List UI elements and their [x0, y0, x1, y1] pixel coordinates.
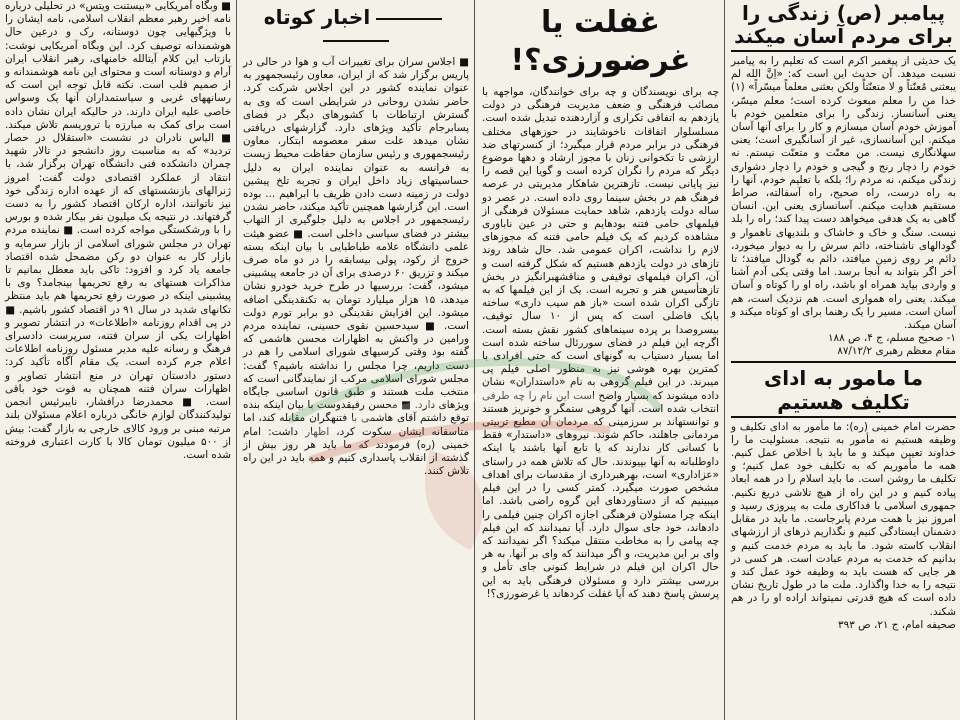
news-briefs-body: ■ وبگاه آمریکایی «بیستنت ویتس» در تحلیلی درباره نامه اخیر رهبر معظم انقلاب اسلامی، نامه ایشان را با ویژگیهایی چون دوستانه، رک و درعین حال هوشمندانه توصیف کرد. این وبگاه آمریکایی نوشت: بازتاب این کلام آیتالله خامنهای، رهبر انقلاب ایران آرام و دوستانه است و محتوای این نامه هوشمندانه و از صمیم قلب است. نکته قابل توجه این است که رسانههای غربی و سیاستمداران آنها یک وسواس خاصی علیه ایران دارند. در حالیکه ایران نشان داده است برای کمک به مبارزه با تروریسم تلاش میکند. ■ الیاس نادران در نشست «استقلال در حصار تردید» که به مناسبت روز دانشجو در تالار شهید چمران دانشکده فنی دانشگاه تهران برگزار شد، با انتقاد از عملکرد اقتصادی دولت گفت: امروز ژنرالهای بازنشستهای که از عهده اداره زندگی خود نیز ناتوانند، اداره ارکان اقتصاد کشور را به دست گرفتهاند. در نتیجه یک میلیون نفر بیکار شده و بورس را با ورشکستگی مواجه کرده است. ■ نماینده مردم تهران در مجلس شورای اسلامی از بازار سرمایه و بازار کار به عنوان دو رکن مضمحل شده اقتصاد جامعه یاد کرد و افزود: تاکی باید معطل بمانیم تا مذاکرات هستهای به رفع تحریمها بینجامد؟ وی با پیشبینی اینکه در صورت رفع تحریمها هم باید منتظر تکانهای شدید در سال ۹۱ در اقتصاد کشور باشیم. ■ در پی اقدام روزنامه «اطلاعات» در انتشار تصویر و اظهارات یکی از سران فتنه، سرپرست دادسرای فرهنگ و رسانه علیه مدیر مسئول روزنامه اطلاعات اعلام جرم کرده است. یک مقام آگاه تأکید کرد: دستور دادستان تهران در منع انتشار تصاویر و اظهارات سران فتنه همچنان به قوت خود باقی است. ■ محمدرضا درافشار، نایبرئیس انجمن تولیدکنندگان لوازم خانگی درباره اعلام مسئولان بلند مرتبه مبنی بر ورود کالای خارجی به بازار گفت: بیش از ۵۰۰ میلیون تومان کالا با کارت اعتباری فروخته شده است. — [5, 0, 232, 461]
title-underline — [731, 416, 956, 418]
column-divider — [724, 0, 725, 720]
title-underline — [731, 50, 956, 52]
column-divider — [474, 0, 475, 720]
column-editorial — [479, 0, 722, 720]
column-hadith — [729, 0, 958, 720]
title-bar — [376, 18, 442, 20]
short-news-title-text: اخبار کوتاه — [263, 5, 371, 29]
article-title-duty: ما مامور به ادای تکلیف هستیم — [763, 365, 924, 414]
column-divider — [236, 0, 237, 720]
article-title-hadith: پیامبر (ص) زندگی را برای مردم آسان میکند — [734, 1, 953, 48]
title-bar — [323, 40, 389, 42]
article-reference-duty: صحیفه امام، ج ۲۱، ص ۳۹۳ — [838, 618, 956, 631]
short-news-body: ■ اجلاس سران برای تغییرات آب و هوا در حالی در پاریس برگزار شد که از ایران، معاون رئیسجمهور به عنوان نماینده کشور در این اجلاس شرکت کرد. حاضر نشدن روحانی در شرایطی است که وی به گسترش ارتباطات با کشورهای دیگر در فضای پسابرجام تأکید ویژهای دارد. گزارشهای دریافتی نشان میدهد علت سفر معصومه ابتکار، معاون رئیسجمهوری و رئیس سازمان حفاظت محیط زیست به فرانسه به عنوان نماینده ایران به دلیل حساسیتهای زیاد داخل ایران و تجربه تلخ پیشین دولت در زمینه دست دادن ظریف با ابراهیم ... بوده است. این گزارشها همچنین تأکید میکند، حاضر نشدن رئیسجمهور در اجلاس به دلیل جلوگیری از التهاب بیشتر در فضای سیاسی داخلی است. ■ عضو هیئت علمی دانشگاه علامه طباطبایی با بیان اینکه بسته خروج از رکود، پولی بیسابقه را در دو ماه صرف میکند و تزریق ۶۰ درصدی برای آن در جامعه پیشبینی میشود، گفت: بررسیها در طرح خرید خودرو نشان میدهد، ۱۵ هزار میلیارد تومان به تکنقدینگی اضافه میشود. این افزایش نقدینگی دو برابر تورم دولت است. ■ سیدحسین نقوی حسینی، نماینده مردم ورامین در واکنش به اظهارات محسن هاشمی که گفته بود وقتی کرسیهای شورای اسلامی را هم در دست داریم، چرا مجلس را نداشته باشیم؟ گفت: مجلس شورای اسلامی مرکب از نمایندگانی است که منتخب ملت هستند و طبق قانون اساسی جایگاه ویژهای دارد. ■ محسن رفیقدوست با بیان اینکه بنده توقع داشتم آقای هاشمی با فتنهگران مقابله کند، اما متاسفانه ایشان سکوت کرد، اظهار داشت: امام خمینی (ره) فرمودند که ما باید هر روز بیش از گذشته از انقلاب پاسداری کنیم و همه باید در این راه تلاش کنند. — [243, 56, 469, 478]
editorial-body: چه برای نویسندگان و چه برای خوانندگان، مواجهه با مصائب فرهنگی و ضعف مدیریت فرهنگی در دولت یازدهم به اتفاقی تکراری و آزاردهنده تبدیل شده است. مسلسلوار اتفاقات ناخوشایند در حوزههای مختلف فرهنگی در برابر مردم قرار میگیرد؛ از کنسرتهای ضد ارزشی تا تکخوانی زنان با مجوز ارشاد و دهها موضوع دیگر که مردم را نگران کرده است و گویا این قصه را نیز پایانی نیست. تازهترین شاهکار مدیریتی در عرصه فرهنگ هم در بخش سینما روی داده است. در عصر دو ساله دولت یازدهم، شاهد حمایت مسئولان فرهنگی از فیلمهای حامی فتنه بودهایم و حتی در عین ناباوری مشاهده کردیم که یک فیلم حامی فتنه که مجوزهای لازم را نداشت، اکران عمومی شد. حال شاهد روند تازهای در دولت یازدهم هستیم که شکل گرفته است و آن، اکران فیلمهای توقیفی و مناقشهبرانگیز در بخش تازهتأسیس هنر و تجربه است. یک از این فیلمها که به تازگی اکران شده است «باز هم سیب داری» ساخته بابک فاضلی است که پس از ۱۰ سال توقیف، بیسروصدا بر پرده سینماهای کشور نقش بسته است. اگرچه این فیلم در فضای سوررئال ساخته شده است اما بسیار دستیاب به گونهای است که حتی افرادی با کمترین بهره هوشی نیز به منظور اصلی فیلم پی میبرند. در این فیلم گروهی به نام «داستداران» نشان داده میشوند که بسیار واضح است این نام را چه طرفی انتخاب شده است. آنها گروهی ستمگر و خونریز هستند و توانستهاند بر سرزمینی که مردمان آن مطیع تربیتی مردمانی جاهلند، حاکم شوند. نیروهای «داستدار» فقط با کسانی کار ندارند که یا تابع آنها باشند یا اینکه داوطلبانه به آنها بپیوندند. حال که تلاش همه در راستای «عزاداری» است، بهرهبرداری از مقدسات برای اهداف مشخص صورت میگیرد. کمتر کسی را در این فیلم میبینیم که از دستاوردهای این گروه راضی باشد. اما اینکه چرا مسئولان فرهنگی اجازه اکران چنین فیلمی را دادهاند، خود جای سوال دارد. آیا نمیدانند که این فیلم چه پیامی را به مخاطب منتقل میکند؟ اگر نمیدانند که وای بر این مدیریت، و اگر میدانند که وای بر آنها. به هر حال اکران این فیلم در شرایط کنونی جای تأمل و بررسی بیشتر دارد و مسئولان فرهنگی باید به این پرسش پاسخ دهند که آیا غفلت کردهاند یا غرضورزی؟! — [482, 86, 720, 600]
section-divider — [731, 361, 956, 363]
column-short-news — [240, 0, 472, 720]
column-news-briefs — [2, 0, 234, 720]
short-news-title — [243, 6, 469, 50]
article-reference: ۱- صحیح مسلم، ج ۴، ص ۱۸۸ — [827, 332, 956, 345]
article-body-hadith: یک حدیثی از پیغمبر اکرم است که تعلیم را به پیامبر نسبت میدهد. آن حدیث این است که: «اِنَّ الله لم یبعثنی مُعنّتاً و لا متعنّتاً ولکن بعثنی معلماً میسّراً» (۱) خدا من را معلم مبعوث کرده است؛ معلم میسّر، یعنی آسانساز. زندگی را برای متعلمین خودم با آموزش خودم آسان میسازم و کار را برای آنها آسان میکنم. این آسانسازی، غیر از آسانگیری است؛ یعنی سهلانگاری نیست. من معنّت و متعنّت نیستم. نه خودم را دچار رنج و گیجی و خودم را دچار دشواری زندگی میکنم، نه مردم را؛ بلکه با تعلیم خودم، آنها را به راه درست، راه صحیح، راه آسفالته، صراط مستقیم هدایت میکنم. آسانسازی یعنی این. انسان گاهی به یک هدفی میخواهد دست پیدا کند؛ راه را بلد نیست. سنگ و خاک و خاشاک و بلندیهای ناهموار و گودالهای ناشناخته، دائم سرش را به دیوار میخورد، دائم بر روی زمین میافتد، دائم به گودال میافتد؛ تا آخر اگر بتواند به آنجا برسد. اما وقتی یکی آدم آشنا و واردی بیاید همراه او باشد، راه او را کوتاه و آسان میکند. یعنی راه همواری است. هم نزدیک است، هم آسان است. مسیر را یک رهنما برای او کوتاه میکند و آسان میکند. — [731, 55, 956, 332]
editorial-title: غفلت یا غرضورزی؟! — [510, 5, 691, 78]
article-date: مقام معظم رهبری ۸۷/۱۲/۲ — [837, 345, 956, 358]
article-body-duty: حضرت امام خمینی (ره): ما مأمور به ادای تکلیف و وظیفه هستیم نه مأمور به نتیجه. مسئولیت ما را خداوند تعیین میکند و ما باید با اخلاص عمل کنیم. همه ما مأموریم که به تکلیف خود عمل کنیم؛ و تکلیف ما روشن است. ما باید اسلام را در همه ابعاد پیاده کنیم و در این راه از هیچ تلاشی دریغ نکنیم. جمهوری اسلامی با فداکاری ملت به پیروزی رسید و امروز نیز با همت مردم پابرجاست. ما باید در مقابل دشمنان ایستادگی کنیم و نگذاریم ذرهای از ارزشهای انقلاب کاسته شود. ما باید به مردم خدمت کنیم و بدانیم که خدمت به مردم عبادت است. هر کسی در هر جایی که هست باید به وظیفه خود عمل کند و نتیجه را به خدا واگذارد. ملت ما در طول تاریخ نشان داده است که هیچ قدرتی نمیتواند اراده او را در هم شکند. — [731, 420, 956, 618]
